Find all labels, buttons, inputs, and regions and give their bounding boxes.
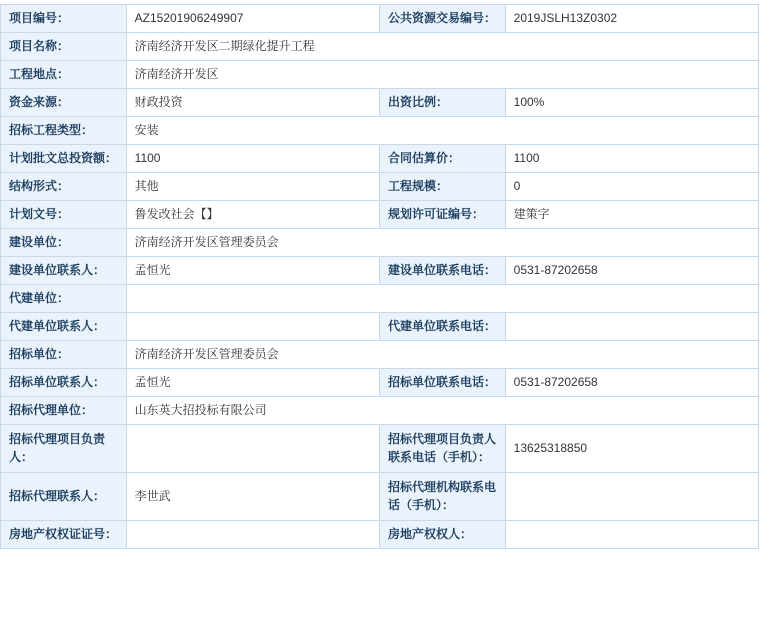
table-row [1, 285, 759, 313]
field-label: 房地产权权证证号： [1, 521, 127, 549]
field-label: 建设单位联系人： [1, 257, 127, 285]
field-value[interactable]: 1100 [126, 145, 379, 173]
field-value[interactable]: 100% [505, 89, 758, 117]
field-label: 计划文号： [1, 201, 127, 229]
field-value[interactable] [126, 521, 379, 549]
field-value[interactable]: 财政投资 [126, 89, 379, 117]
field-value[interactable] [126, 425, 379, 473]
field-value[interactable]: 济南经济开发区 [126, 61, 758, 89]
field-value[interactable]: AZ15201906249907 [126, 5, 379, 33]
field-value[interactable]: 13625318850 [505, 425, 758, 473]
field-value[interactable]: 鲁发改社会【】 [126, 201, 379, 229]
field-value[interactable]: 建策字 [505, 201, 758, 229]
field-label: 建设单位： [1, 229, 127, 257]
table-row [1, 313, 759, 341]
field-label: 招标代理项目负责人联系电话（手机）： [379, 425, 505, 473]
field-label: 合同估算价： [379, 145, 505, 173]
field-value[interactable]: 其他 [126, 173, 379, 201]
field-label: 公共资源交易编号： [379, 5, 505, 33]
field-value[interactable]: 0531-87202658 [505, 369, 758, 397]
field-value[interactable]: 0531-87202658 [505, 257, 758, 285]
field-value[interactable]: 山东英大招投标有限公司 [126, 397, 758, 425]
table-row [1, 369, 759, 397]
field-label: 规划许可证编号： [379, 201, 505, 229]
field-value[interactable] [505, 313, 758, 341]
table-row [1, 201, 759, 229]
table-row [1, 473, 759, 521]
table-row [1, 521, 759, 549]
field-label: 资金来源： [1, 89, 127, 117]
field-label: 招标工程类型： [1, 117, 127, 145]
field-label: 招标代理联系人： [1, 473, 127, 521]
table-row [1, 257, 759, 285]
field-value[interactable]: 1100 [505, 145, 758, 173]
field-label: 工程地点： [1, 61, 127, 89]
field-value[interactable]: 2019JSLH13Z0302 [505, 5, 758, 33]
field-value[interactable]: 李世武 [126, 473, 379, 521]
table-body [1, 5, 759, 549]
field-value[interactable]: 0 [505, 173, 758, 201]
table-row [1, 229, 759, 257]
field-value[interactable] [126, 313, 379, 341]
project-info-table [0, 4, 759, 549]
field-label: 招标单位： [1, 341, 127, 369]
field-label: 计划批文总投资额： [1, 145, 127, 173]
table-row [1, 5, 759, 33]
table-row [1, 145, 759, 173]
field-value[interactable]: 济南经济开发区管理委员会 [126, 341, 758, 369]
field-label: 招标单位联系人： [1, 369, 127, 397]
field-value[interactable]: 济南经济开发区管理委员会 [126, 229, 758, 257]
field-label: 工程规模： [379, 173, 505, 201]
project-info-sheet [0, 4, 759, 549]
field-label: 代建单位联系人： [1, 313, 127, 341]
table-row [1, 341, 759, 369]
field-value[interactable]: 孟恒光 [126, 369, 379, 397]
table-row [1, 173, 759, 201]
table-row [1, 425, 759, 473]
field-label: 招标代理单位： [1, 397, 127, 425]
field-value[interactable]: 安装 [126, 117, 758, 145]
table-row [1, 33, 759, 61]
field-label: 项目名称： [1, 33, 127, 61]
field-value[interactable]: 孟恒光 [126, 257, 379, 285]
table-row [1, 89, 759, 117]
field-label: 建设单位联系电话： [379, 257, 505, 285]
field-label: 代建单位联系电话： [379, 313, 505, 341]
field-label: 招标代理机构联系电话（手机）： [379, 473, 505, 521]
field-label: 出资比例： [379, 89, 505, 117]
field-value[interactable] [505, 473, 758, 521]
field-value[interactable]: 济南经济开发区二期绿化提升工程 [126, 33, 758, 61]
table-row [1, 117, 759, 145]
field-label: 结构形式： [1, 173, 127, 201]
field-label: 招标单位联系电话： [379, 369, 505, 397]
field-label: 房地产权权人： [379, 521, 505, 549]
field-label: 项目编号： [1, 5, 127, 33]
field-value[interactable] [505, 521, 758, 549]
field-value[interactable] [126, 285, 758, 313]
table-row [1, 61, 759, 89]
field-label: 招标代理项目负责人： [1, 425, 127, 473]
field-label: 代建单位： [1, 285, 127, 313]
table-row [1, 397, 759, 425]
